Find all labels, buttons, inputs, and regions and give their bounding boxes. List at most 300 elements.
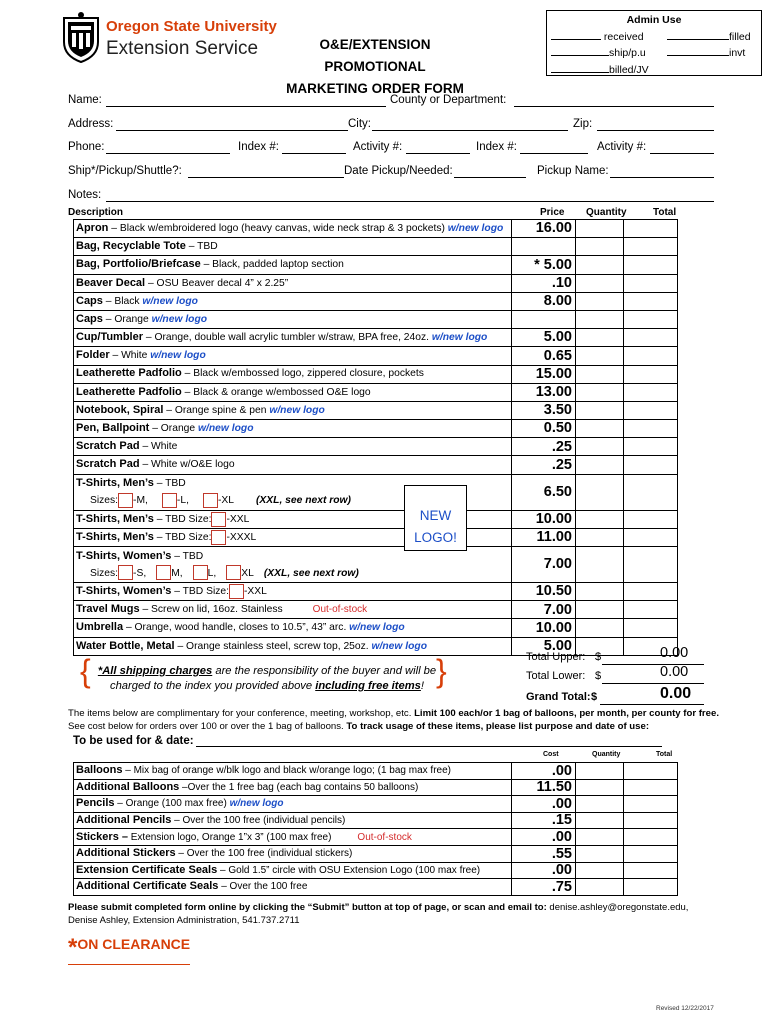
item-name: Additional Balloons (76, 780, 180, 793)
new-logo-tag: w/new logo (349, 622, 405, 634)
admin-title: Admin Use (626, 14, 682, 26)
item-price: 0.65 (512, 347, 576, 365)
items-table (73, 219, 678, 656)
xxl-note: (XXL, see next row) (263, 567, 359, 579)
item-quantity[interactable] (576, 220, 624, 238)
item-price: .00 (512, 829, 576, 846)
item-total[interactable] (624, 383, 678, 401)
table-row (74, 510, 678, 528)
item-description (74, 619, 512, 637)
col-description: Description (68, 207, 124, 218)
new-logo-line1: NEW (419, 508, 452, 523)
item-desc: Extension logo, Orange 1”x 3” (100 max free) (127, 831, 332, 843)
zip-field[interactable] (597, 130, 714, 131)
item-name: Leatherette Padfolio (76, 367, 182, 380)
para-p2: See cost below for orders over 100 or over the 1 bag of balloons. (68, 721, 347, 732)
item-desc: – Over the 100 free (individual stickers) (175, 848, 353, 860)
item-quantity[interactable] (576, 456, 624, 474)
item-desc: – White (109, 350, 151, 362)
table-row (74, 256, 678, 274)
total-upper-label: Total Upper: (526, 651, 586, 663)
item-total[interactable] (624, 438, 678, 456)
notes-label: Notes: (68, 189, 102, 201)
item-description (74, 763, 512, 780)
total-upper-dollar: $ (595, 651, 602, 663)
city-field[interactable] (372, 130, 568, 131)
item-name: Scratch Pad (76, 458, 140, 471)
item-total[interactable] (624, 763, 678, 780)
item-description (74, 779, 512, 796)
col-price: Price (540, 207, 565, 218)
table-row (74, 310, 678, 328)
item-price: 7.00 (512, 547, 576, 583)
date-label: Date Pickup/Needed: (344, 165, 453, 177)
item-desc: – Orange spine & pen (163, 404, 270, 416)
new-logo-tag: w/new logo (229, 798, 284, 810)
item-total[interactable] (624, 329, 678, 347)
index1-field[interactable] (282, 153, 346, 154)
item-quantity[interactable] (576, 528, 624, 546)
item-quantity[interactable] (576, 438, 624, 456)
item-name: T-Shirts, Women’s (76, 549, 172, 562)
item-price: 3.50 (512, 401, 576, 419)
item-desc: – Black, padded laptop section (200, 259, 344, 271)
item-name: Umbrella (76, 621, 124, 634)
table-row (74, 637, 678, 655)
phone-label: Phone: (68, 141, 105, 153)
col-total2: Total (656, 751, 673, 758)
item-desc: – Black & orange w/embossed O&E logo (181, 386, 371, 398)
shipping-note (92, 664, 442, 694)
item-desc: – Orange (102, 313, 152, 325)
item-name: Balloons (76, 764, 123, 777)
item-description (74, 812, 512, 829)
item-price: 16.00 (512, 220, 576, 238)
item-name: Travel Mugs (76, 603, 140, 616)
activity2-field[interactable] (650, 153, 714, 154)
item-name: Pen, Ballpoint (76, 422, 150, 434)
date-field[interactable] (454, 177, 526, 178)
item-description (74, 879, 512, 896)
item-desc: – Screw on lid, 16oz. Stainless (139, 604, 283, 616)
item-quantity[interactable] (576, 329, 624, 347)
county-field[interactable] (514, 106, 714, 107)
shipping-bold: *All shipping charges (97, 665, 213, 677)
item-name: Apron (76, 221, 109, 234)
table-row (74, 238, 678, 256)
size-checkbox[interactable] (211, 530, 226, 545)
table-row (74, 438, 678, 456)
item-description (74, 383, 512, 401)
new-logo-tag: w/new logo (447, 222, 504, 234)
revised-date: Revised 12/22/2017 (656, 1005, 714, 1012)
item-quantity[interactable] (576, 796, 624, 813)
size-xl: XL (241, 567, 254, 579)
city-label: City: (348, 118, 371, 130)
billed-line[interactable] (551, 62, 609, 73)
table-row (74, 619, 678, 637)
service-name: Extension Service (106, 38, 259, 59)
admin-filled: filled (667, 29, 751, 43)
new-logo-tag: w/new logo (431, 332, 488, 344)
item-description (74, 796, 512, 813)
item-description (74, 829, 512, 846)
item-description (74, 438, 512, 456)
item-desc: – Gold 1.5” circle with OSU Extension Logo (100 max free) (217, 864, 481, 876)
item-description (74, 862, 512, 879)
shipping-line2c: ! (420, 680, 425, 692)
clearance-star-icon: * (68, 934, 78, 961)
clearance-text: ON CLEARANCE (77, 936, 191, 952)
size-checkbox[interactable] (162, 493, 177, 508)
table-row (74, 862, 678, 879)
item-total[interactable] (624, 879, 678, 896)
size-l: L, (207, 567, 217, 579)
grand-total-line (600, 704, 704, 705)
item-price (512, 238, 576, 256)
notes-field[interactable] (106, 201, 714, 202)
item-total[interactable] (624, 365, 678, 383)
item-quantity[interactable] (576, 829, 624, 846)
table-row (74, 763, 678, 780)
admin-ship: ship/p.u (551, 45, 646, 59)
activity2-label: Activity #: (597, 141, 647, 153)
item-desc: – Over the 100 free (218, 881, 308, 893)
item-name: Notebook, Spiral (76, 403, 164, 416)
item-description (74, 310, 512, 328)
item-total[interactable] (624, 256, 678, 274)
used-for-label: To be used for & date: (73, 735, 194, 747)
footer-email[interactable]: denise.ashley@oregonstate.edu, (549, 902, 689, 913)
item-total[interactable] (624, 220, 678, 238)
item-total[interactable] (624, 456, 678, 474)
table-row (74, 812, 678, 829)
item-desc: – White w/O&E logo (139, 459, 235, 471)
new-logo-tag: w/new logo (371, 640, 427, 652)
item-total[interactable] (624, 619, 678, 637)
footer-line2: Denise Ashley, Extension Administration, 541.737.2711 (68, 914, 300, 926)
new-logo-tag: w/new logo (269, 404, 325, 416)
item-quantity[interactable] (576, 474, 624, 510)
item-description (74, 256, 512, 274)
size-checkbox[interactable] (226, 565, 241, 580)
invt-line[interactable] (667, 45, 729, 56)
item-desc: – TBD (153, 478, 186, 490)
item-price: 7.00 (512, 601, 576, 619)
item-name: Stickers – (76, 830, 128, 843)
item-quantity[interactable] (576, 879, 624, 896)
item-total[interactable] (624, 845, 678, 862)
item-quantity[interactable] (576, 365, 624, 383)
table-row (74, 796, 678, 813)
item-description (74, 456, 512, 474)
size-checkbox[interactable] (118, 565, 133, 580)
item-quantity[interactable] (576, 256, 624, 274)
item-total[interactable] (624, 510, 678, 528)
ship-field[interactable] (188, 177, 344, 178)
item-price: 10.00 (512, 510, 576, 528)
item-price: .25 (512, 438, 576, 456)
activity1-field[interactable] (406, 153, 470, 154)
title-line-2: MARKETING ORDER FORM (286, 81, 464, 96)
index2-field[interactable] (520, 153, 588, 154)
item-quantity[interactable] (576, 845, 624, 862)
item-desc: – Orange, double wall acrylic tumbler w/straw, BPA free, 24oz. (143, 332, 432, 344)
item-quantity[interactable] (576, 292, 624, 310)
item-description (74, 274, 512, 292)
item-total[interactable] (624, 274, 678, 292)
size-checkbox[interactable] (203, 493, 218, 508)
item-name: T-Shirts, Men’s (76, 512, 154, 525)
index1-label: Index #: (238, 141, 279, 153)
grand-total-dollar: $ (591, 691, 598, 703)
ship-label: Ship*/Pickup/Shuttle?: (68, 165, 182, 177)
item-desc: – Orange, wood handle, closes to 10.5”, 43” arc. (123, 622, 350, 634)
size-l: -L, (176, 495, 189, 507)
admin-use-box (546, 10, 762, 76)
name-field[interactable] (106, 106, 386, 107)
right-brace-icon: } (436, 653, 447, 689)
item-desc: – TBD (185, 241, 218, 253)
table-row (74, 401, 678, 419)
item-price: .55 (512, 845, 576, 862)
item-description (74, 420, 512, 438)
item-price: 11.00 (512, 528, 576, 546)
item-quantity[interactable] (576, 547, 624, 583)
item-price: 8.00 (512, 292, 576, 310)
col-cost: Cost (543, 751, 559, 758)
shipping-rest1: are the responsibility of the buyer and will be (212, 665, 437, 677)
item-quantity[interactable] (576, 763, 624, 780)
item-price: * 5.00 (512, 256, 576, 274)
county-label: County or Department: (390, 94, 507, 106)
item-price: .00 (512, 862, 576, 879)
total-lower-value[interactable]: 0.00 (660, 664, 689, 680)
item-name: Additional Pencils (76, 814, 172, 827)
item-price: 0.50 (512, 420, 576, 438)
on-clearance-label (68, 934, 190, 965)
item-desc: – Black w/embroidered logo (heavy canvas, wide neck strap & 3 pockets) (108, 222, 448, 234)
table-row (74, 879, 678, 896)
index2-label: Index #: (476, 141, 517, 153)
total-upper-value[interactable]: 0.00 (660, 645, 689, 661)
item-name: Additional Certificate Seals (76, 880, 219, 893)
phone-field[interactable] (106, 153, 230, 154)
shipping-line2a: charged to the index you provided above (109, 680, 316, 692)
item-name: Water Bottle, Metal (76, 639, 175, 652)
item-total[interactable] (624, 420, 678, 438)
item-price: 10.50 (512, 583, 576, 601)
item-price: .75 (512, 879, 576, 896)
item-name: Caps (76, 294, 103, 307)
item-name: Beaver Decal (76, 276, 146, 289)
tshirt-women-sizes (76, 565, 509, 582)
item-desc: – White (139, 441, 178, 453)
col-quantity2: Quantity (592, 751, 621, 758)
table-row (74, 220, 678, 238)
item-quantity[interactable] (576, 510, 624, 528)
new-logo-line2: LOGO! (414, 530, 457, 545)
item-name: T-Shirts, Women’s (76, 585, 172, 598)
item-total[interactable] (624, 528, 678, 546)
item-total[interactable] (624, 583, 678, 601)
grand-total-value[interactable]: 0.00 (660, 685, 692, 702)
table-row (74, 456, 678, 474)
item-total[interactable] (624, 474, 678, 510)
item-price: 6.50 (512, 474, 576, 510)
shipping-line2b: including free items (315, 680, 421, 692)
received-line[interactable] (551, 29, 601, 40)
item-total[interactable] (624, 347, 678, 365)
item-price: .00 (512, 796, 576, 813)
title-line-1: O&E/EXTENSION PROMOTIONAL (319, 37, 431, 74)
name-label: Name: (68, 94, 102, 106)
item-description (74, 365, 512, 383)
new-logo-tag: w/new logo (151, 313, 208, 325)
item-price: 5.00 (512, 329, 576, 347)
item-desc: – TBD Size: (153, 532, 212, 544)
item-total[interactable] (624, 310, 678, 328)
item-quantity[interactable] (576, 583, 624, 601)
item-description (74, 329, 512, 347)
total-upper-line (602, 664, 704, 665)
item-description (74, 238, 512, 256)
item-name: Pencils (76, 797, 115, 810)
osu-shield-icon (60, 12, 102, 64)
address-label: Address: (68, 118, 114, 130)
item-desc: – OSU Beaver decal 4” x 2.25” (145, 277, 289, 289)
item-total[interactable] (624, 238, 678, 256)
total-lower-label: Total Lower: (526, 670, 586, 682)
item-total[interactable] (624, 547, 678, 583)
size-m: M, (171, 567, 183, 579)
item-name: T-Shirts, Men’s (76, 477, 154, 490)
item-name: Cup/Tumbler (76, 331, 144, 344)
item-desc: –Over the 1 free bag (each bag contains 50 balloons) (179, 781, 419, 793)
item-desc: – Over the 100 free (individual pencils) (171, 815, 346, 827)
size-xxl: -XXL (226, 513, 250, 525)
item-total[interactable] (624, 601, 678, 619)
table-row (74, 292, 678, 310)
table-row (74, 601, 678, 619)
item-quantity[interactable] (576, 347, 624, 365)
item-name: Caps (76, 312, 103, 325)
out-of-stock-tag: Out-of-stock (357, 831, 412, 843)
col-quantity: Quantity (586, 207, 627, 218)
item-name: Additional Stickers (76, 847, 176, 860)
university-name: Oregon State University (106, 18, 277, 35)
item-price: .25 (512, 456, 576, 474)
pickup-name-field[interactable] (610, 177, 714, 178)
table-row (74, 420, 678, 438)
new-logo-tag: w/new logo (150, 350, 206, 362)
para-p1: The items below are complimentary for your conference, meeting, workshop, etc. (68, 708, 415, 719)
size-m: -M, (133, 495, 148, 507)
xxl-note: (XXL, see next row) (255, 495, 351, 507)
table-row (74, 383, 678, 401)
item-desc: – Orange (100 max free) (114, 798, 230, 810)
item-price: .15 (512, 812, 576, 829)
col-total: Total (653, 207, 677, 218)
item-description (74, 220, 512, 238)
item-price: 15.00 (512, 365, 576, 383)
size-checkbox[interactable] (229, 584, 244, 599)
complimentary-paragraph (68, 707, 728, 748)
item-total[interactable] (624, 829, 678, 846)
pickup-name-label: Pickup Name: (537, 165, 609, 177)
form-title (270, 34, 480, 100)
admin-invt: invt (667, 45, 745, 59)
tshirt-description (74, 547, 512, 583)
item-quantity[interactable] (576, 601, 624, 619)
item-price: 11.50 (512, 779, 576, 796)
item-quantity[interactable] (576, 420, 624, 438)
item-total[interactable] (624, 292, 678, 310)
item-quantity[interactable] (576, 383, 624, 401)
item-description (74, 292, 512, 310)
item-name: Bag, Recyclable Tote (76, 240, 186, 253)
size-checkbox[interactable] (118, 493, 133, 508)
item-quantity[interactable] (576, 274, 624, 292)
table-row (74, 779, 678, 796)
item-description (74, 401, 512, 419)
out-of-stock-tag: Out-of-stock (312, 604, 368, 616)
size-s: -S, (133, 567, 147, 579)
item-name: T-Shirts, Men’s (76, 531, 154, 544)
size-checkbox[interactable] (156, 565, 171, 580)
item-desc: – TBD Size: (171, 586, 229, 598)
table-row (74, 528, 678, 546)
size-xl: -XL (217, 495, 234, 507)
osu-extension-logo (60, 12, 277, 70)
table-row (74, 365, 678, 383)
size-checkbox[interactable] (211, 512, 226, 527)
item-quantity[interactable] (576, 812, 624, 829)
item-total[interactable] (624, 812, 678, 829)
table-row (74, 274, 678, 292)
left-brace-icon: { (80, 653, 91, 689)
address-field[interactable] (116, 130, 348, 131)
item-desc: – Black (102, 295, 143, 307)
activity1-label: Activity #: (353, 141, 403, 153)
item-price (512, 310, 576, 328)
item-quantity[interactable] (576, 310, 624, 328)
item-quantity[interactable] (576, 401, 624, 419)
size-checkbox[interactable] (193, 565, 208, 580)
table-row (74, 347, 678, 365)
filled-line[interactable] (667, 29, 729, 40)
free-items-table (73, 762, 678, 896)
para-p1b: Limit 100 each/or 1 bag of balloons, per month, per county for free. (414, 708, 719, 719)
item-description (74, 601, 512, 619)
new-logo-tag: w/new logo (142, 295, 198, 307)
item-total[interactable] (624, 796, 678, 813)
item-quantity[interactable] (576, 779, 624, 796)
item-name: Folder (76, 349, 110, 362)
used-for-field[interactable] (196, 746, 662, 747)
ship-line[interactable] (551, 45, 609, 56)
item-quantity[interactable] (576, 238, 624, 256)
item-quantity[interactable] (576, 619, 624, 637)
item-total[interactable] (624, 401, 678, 419)
item-quantity[interactable] (576, 862, 624, 879)
item-total[interactable] (624, 779, 678, 796)
table-row (74, 829, 678, 846)
size-xxl: -XXL (243, 586, 267, 598)
item-total[interactable] (624, 862, 678, 879)
item-desc: – Black w/embossed logo, zippered closure, pockets (181, 368, 424, 380)
new-logo-callout (404, 485, 467, 551)
